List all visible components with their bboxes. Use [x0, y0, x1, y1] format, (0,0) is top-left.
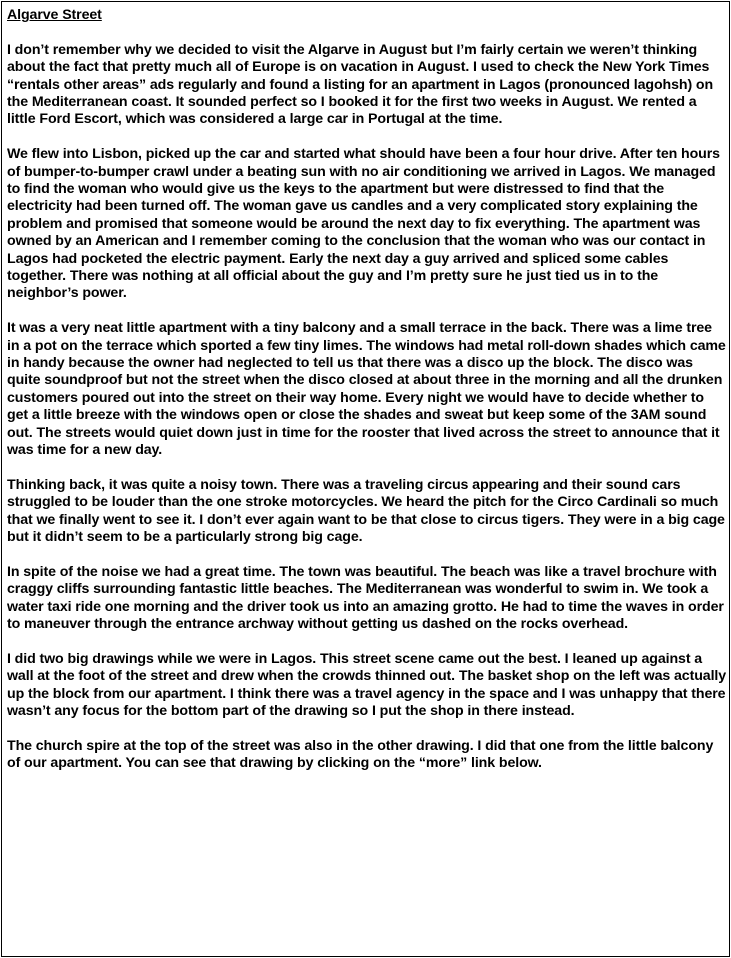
paragraph-5: In spite of the noise we had a great time. The town was beautiful. The beach was like a travel brochure with craggy cliffs surrounding fantastic little beaches. The Mediterranean was wonderful to swim in. We took a water taxi ride one morning and the driver took us into an amazing grotto. He had to time the waves in order to maneuver through the entrance archway without getting us dashed on the rocks overhead. [7, 563, 724, 633]
paragraph-3: It was a very neat little apartment with a tiny balcony and a small terrace in the back. There was a lime tree in a pot on the terrace which sported a few tiny limes. The windows had metal roll-down shades which came in handy because the owner had neglected to tell us that there was a disco up the block. The disco was quite soundproof but not the street when the disco closed at about three in the morning and all the drunken customers poured out into the street on their way home. Every night we would have to decide whether to get a little breeze with the windows open or close the shades and sweat but keep some of the 3AM sound out. The streets would quiet down just in time for the rooster that lived across the street to announce that it was time for a new day. [7, 320, 726, 459]
paragraph-4: Thinking back, it was quite a noisy town. There was a traveling circus appearing and their sound cars struggled to be louder than the one stroke motorcycles. We heard the pitch for the Circo Cardinali so much that we finally went to see it. I don’t ever again want to be that close to circus tigers. They were in a big cage but it didn’t seem to be a particularly strong big cage. [7, 476, 725, 546]
text-frame [1, 1, 730, 957]
paragraph-1: I don’t remember why we decided to visit the Algarve in August but I’m fairly certain we weren’t thinking about the fact that pretty much all of Europe is on vacation in August. I used to check the New York Times “rentals other areas” ads regularly and found a listing for an apartment in Lagos (pronounced lagohsh) on the Mediterranean coast. It sounded perfect so I booked it for the first two weeks in August. We rented a little Ford Escort, which was considered a large car in Portugal at the time. [7, 41, 714, 128]
document-body [7, 7, 727, 790]
paragraph-7: The church spire at the top of the street was also in the other drawing. I did that one from the little balcony of our apartment. You can see that drawing by clicking on the “more” link below. [7, 737, 714, 772]
paragraph-2: We flew into Lisbon, picked up the car and started what should have been a four hour drive. After ten hours of bumper-to-bumper crawl under a beating sun with no air conditioning we arrived in Lagos. We managed to find the woman who would give us the keys to the apartment but were distressed to find that the electricity had been turned off. The woman gave us candles and a very complicated story explaining the problem and promised that someone would be around the next day to fix everything. The apartment was owned by an American and I remember coming to the conclusion that the woman who was our contact in Lagos had pocketed the electric payment. Early the next day a guy arrived and spliced some cables together. There was nothing at all official about the guy and I’m pretty sure he just tied us in to the neighbor’s power. [7, 146, 720, 302]
paragraph-6: I did two big drawings while we were in Lagos. This street scene came out the best. I leaned up against a wall at the foot of the street and drew when the crowds thinned out. The basket shop on the left was actually up the block from our apartment. I think there was a travel agency in the space and I was unhappy that there wasn’t any focus for the bottom part of the drawing so I put the shop in there instead. [7, 650, 727, 720]
document-title: Algarve Street [7, 7, 102, 23]
